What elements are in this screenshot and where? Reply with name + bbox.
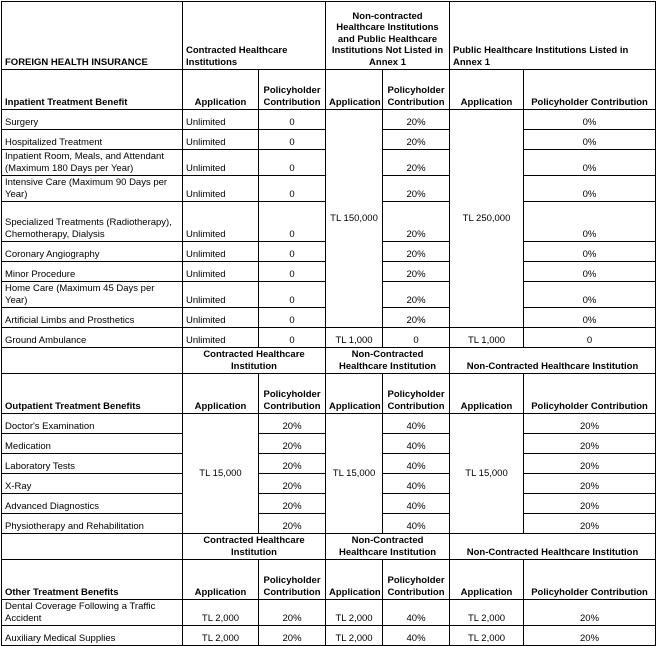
- contribution-header: Policyholder Contribution: [524, 560, 656, 600]
- contribution-value: 20%: [524, 514, 656, 534]
- contribution-value: 0: [259, 328, 326, 348]
- application-value: Unlimited: [183, 130, 259, 150]
- contribution-value: 0%: [524, 110, 656, 130]
- contribution-value: 0%: [524, 150, 656, 176]
- application-value: TL 1,000: [326, 328, 383, 348]
- merged-application-value: TL 15,000: [450, 414, 524, 534]
- contribution-value: 20%: [524, 434, 656, 454]
- application-value: TL 2,000: [326, 600, 383, 626]
- table-row: [2, 626, 656, 646]
- table-row: [2, 110, 656, 130]
- group-header-non-contracted: Non-Contracted Healthcare Institution: [326, 348, 450, 374]
- group-header-non-contracted: Non-Contracted Healthcare Institution: [450, 534, 656, 560]
- application-value: TL 2,000: [326, 626, 383, 646]
- benefit-header: Inpatient Treatment Benefit: [2, 70, 183, 110]
- empty-cell: [2, 534, 183, 560]
- application-value: Unlimited: [183, 110, 259, 130]
- contribution-header: Policyholder Contribution: [383, 374, 450, 414]
- merged-application-value: TL 15,000: [326, 414, 383, 534]
- contribution-value: 0: [259, 242, 326, 262]
- section2-subheader-row: [2, 374, 656, 414]
- contribution-value: 40%: [383, 494, 450, 514]
- application-header: Application: [450, 70, 524, 110]
- benefit-name: Dental Coverage Following a Traffic Accident: [2, 600, 183, 626]
- contribution-header: Policyholder Contribution: [383, 70, 450, 110]
- benefit-name: Minor Procedure: [2, 262, 183, 282]
- application-value: Unlimited: [183, 262, 259, 282]
- benefit-name: Coronary Angiography: [2, 242, 183, 262]
- contribution-value: 0: [259, 202, 326, 242]
- application-value: Unlimited: [183, 150, 259, 176]
- benefit-name: Surgery: [2, 110, 183, 130]
- benefit-name: Auxiliary Medical Supplies: [2, 626, 183, 646]
- contribution-header: Policyholder Contribution: [259, 374, 326, 414]
- application-value: TL 2,000: [183, 626, 259, 646]
- contribution-value: 0: [259, 150, 326, 176]
- application-value: Unlimited: [183, 328, 259, 348]
- benefit-name: Specialized Treatments (Radiotherapy), Chemotherapy, Dialysis: [2, 202, 183, 242]
- application-value: Unlimited: [183, 242, 259, 262]
- section3-group-header-row: [2, 534, 656, 560]
- benefit-header: Other Treatment Benefits: [2, 560, 183, 600]
- contribution-value: 0: [524, 328, 656, 348]
- application-value: Unlimited: [183, 202, 259, 242]
- contribution-value: 40%: [383, 626, 450, 646]
- merged-application-value: TL 250,000: [450, 110, 524, 328]
- benefit-name: Laboratory Tests: [2, 454, 183, 474]
- benefit-name: Inpatient Room, Meals, and Attendant (Maximum 180 Days per Year): [2, 150, 183, 176]
- application-value: TL 2,000: [450, 626, 524, 646]
- contribution-value: 20%: [259, 626, 326, 646]
- section1-subheader-row: [2, 70, 656, 110]
- contribution-value: 0%: [524, 242, 656, 262]
- contribution-value: 0: [383, 328, 450, 348]
- contribution-value: 20%: [383, 130, 450, 150]
- contribution-value: 20%: [383, 308, 450, 328]
- contribution-value: 20%: [383, 110, 450, 130]
- group-header-non-contracted: Non-contracted Healthcare Institutions and Public Healthcare Institutions Not Listed in Annex 1: [326, 2, 450, 70]
- contribution-value: 20%: [524, 414, 656, 434]
- contribution-value: 20%: [383, 262, 450, 282]
- benefit-name: Medication: [2, 434, 183, 454]
- contribution-header: Policyholder Contribution: [259, 560, 326, 600]
- application-value: TL 2,000: [183, 600, 259, 626]
- contribution-header: Policyholder Contribution: [259, 70, 326, 110]
- contribution-value: 20%: [383, 176, 450, 202]
- contribution-value: 20%: [524, 626, 656, 646]
- benefit-name: Physiotherapy and Rehabilitation: [2, 514, 183, 534]
- application-header: Application: [183, 560, 259, 600]
- contribution-header: Policyholder Contribution: [524, 70, 656, 110]
- group-header-non-contracted: Non-Contracted Healthcare Institution: [326, 534, 450, 560]
- contribution-value: 20%: [383, 242, 450, 262]
- contribution-value: 0%: [524, 262, 656, 282]
- application-value: Unlimited: [183, 308, 259, 328]
- application-header: Application: [183, 70, 259, 110]
- contribution-value: 20%: [259, 494, 326, 514]
- application-header: Application: [326, 560, 383, 600]
- table-row: [2, 414, 656, 434]
- contribution-value: 0: [259, 110, 326, 130]
- contribution-value: 40%: [383, 454, 450, 474]
- benefit-name: Home Care (Maximum 45 Days per Year): [2, 282, 183, 308]
- application-value: Unlimited: [183, 282, 259, 308]
- benefit-name: Hospitalized Treatment: [2, 130, 183, 150]
- application-value: TL 2,000: [450, 600, 524, 626]
- group-header-contracted: Contracted Healthcare Institution: [183, 348, 326, 374]
- section2-group-header-row: [2, 348, 656, 374]
- table-title: FOREIGN HEALTH INSURANCE: [2, 2, 183, 70]
- table-row: [2, 600, 656, 626]
- benefit-name: Ground Ambulance: [2, 328, 183, 348]
- application-header: Application: [450, 374, 524, 414]
- benefit-name: X-Ray: [2, 474, 183, 494]
- group-header-contracted: Contracted Healthcare Institution: [183, 534, 326, 560]
- contribution-value: 20%: [383, 202, 450, 242]
- contribution-value: 20%: [259, 474, 326, 494]
- contribution-value: 20%: [383, 282, 450, 308]
- contribution-value: 0: [259, 130, 326, 150]
- contribution-value: 0: [259, 176, 326, 202]
- contribution-value: 0%: [524, 308, 656, 328]
- contribution-value: 40%: [383, 414, 450, 434]
- contribution-value: 40%: [383, 434, 450, 454]
- group-header-non-contracted: Non-Contracted Healthcare Institution: [450, 348, 656, 374]
- application-header: Application: [326, 70, 383, 110]
- group-header-contracted: Contracted Healthcare Institutions: [183, 2, 326, 70]
- section3-subheader-row: [2, 560, 656, 600]
- contribution-value: 20%: [259, 454, 326, 474]
- contribution-value: 0%: [524, 202, 656, 242]
- merged-application-value: TL 15,000: [183, 414, 259, 534]
- contribution-value: 40%: [383, 474, 450, 494]
- contribution-value: 20%: [524, 600, 656, 626]
- contribution-value: 20%: [524, 454, 656, 474]
- section1-group-header-row: [2, 2, 656, 70]
- contribution-header: Policyholder Contribution: [383, 560, 450, 600]
- contribution-value: 40%: [383, 514, 450, 534]
- application-header: Application: [326, 374, 383, 414]
- contribution-value: 20%: [524, 494, 656, 514]
- table-row: [2, 328, 656, 348]
- benefit-name: Intensive Care (Maximum 90 Days per Year): [2, 176, 183, 202]
- contribution-header: Policyholder Contribution: [524, 374, 656, 414]
- contribution-value: 0%: [524, 282, 656, 308]
- contribution-value: 20%: [259, 600, 326, 626]
- contribution-value: 0: [259, 308, 326, 328]
- application-value: TL 1,000: [450, 328, 524, 348]
- contribution-value: 0: [259, 282, 326, 308]
- application-header: Application: [450, 560, 524, 600]
- contribution-value: 20%: [259, 434, 326, 454]
- merged-application-value: TL 150,000: [326, 110, 383, 328]
- contribution-value: 20%: [259, 514, 326, 534]
- benefit-header: Outpatient Treatment Benefits: [2, 374, 183, 414]
- contribution-value: 0%: [524, 176, 656, 202]
- contribution-value: 20%: [524, 474, 656, 494]
- group-header-public-annex: Public Healthcare Institutions Listed in Annex 1: [450, 2, 656, 70]
- empty-cell: [2, 348, 183, 374]
- contribution-value: 0%: [524, 130, 656, 150]
- benefit-name: Advanced Diagnostics: [2, 494, 183, 514]
- contribution-value: 20%: [383, 150, 450, 176]
- contribution-value: 20%: [259, 414, 326, 434]
- foreign-health-insurance-table: [1, 1, 656, 646]
- application-value: Unlimited: [183, 176, 259, 202]
- benefit-name: Doctor's Examination: [2, 414, 183, 434]
- contribution-value: 40%: [383, 600, 450, 626]
- benefit-name: Artificial Limbs and Prosthetics: [2, 308, 183, 328]
- application-header: Application: [183, 374, 259, 414]
- contribution-value: 0: [259, 262, 326, 282]
